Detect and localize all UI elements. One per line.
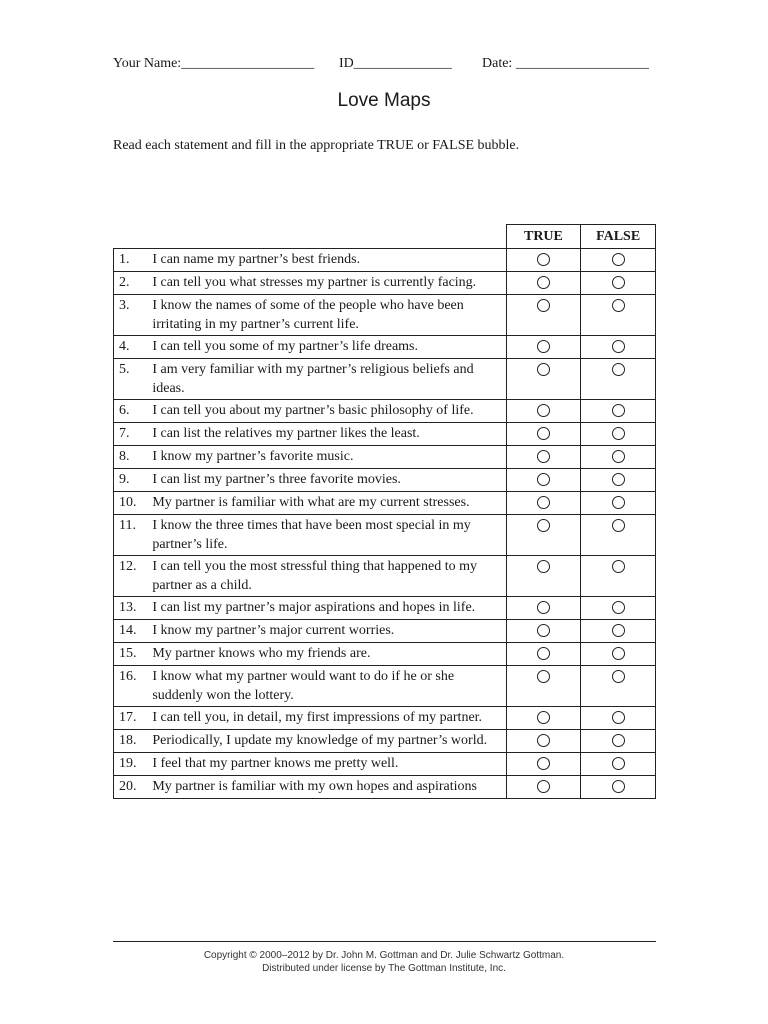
true-bubble-cell [506,515,581,556]
question-number: 8. [114,446,153,469]
question-number: 18. [114,730,153,753]
question-text: I can tell you, in detail, my first impressions of my partner. [152,707,506,730]
true-bubble[interactable] [537,340,550,353]
true-bubble[interactable] [537,601,550,614]
true-bubble-cell [506,666,581,707]
false-bubble-cell [581,666,656,707]
question-text: I know the names of some of the people who have been irritating in my partner’s current life. [152,295,506,336]
column-true: TRUE [506,225,581,249]
question-text: I know the three times that have been most special in my partner’s life. [152,515,506,556]
true-bubble[interactable] [537,473,550,486]
question-number: 15. [114,643,153,666]
false-bubble[interactable] [612,560,625,573]
header-blank [114,225,507,249]
question-text: Periodically, I update my knowledge of my partner’s world. [152,730,506,753]
false-bubble[interactable] [612,473,625,486]
table-row [114,730,656,753]
true-bubble[interactable] [537,450,550,463]
true-bubble[interactable] [537,560,550,573]
question-number: 3. [114,295,153,336]
false-bubble-cell [581,336,656,359]
table-row [114,423,656,446]
footer [0,949,768,975]
true-bubble[interactable] [537,670,550,683]
table-row [114,492,656,515]
question-text: I can tell you the most stressful thing that happened to my partner as a child. [152,556,506,597]
true-bubble[interactable] [537,780,550,793]
false-bubble-cell [581,597,656,620]
false-bubble-cell [581,620,656,643]
table-row [114,666,656,707]
question-text: My partner is familiar with my own hopes and aspirations [152,776,506,799]
question-text: I can list my partner’s three favorite movies. [152,469,506,492]
question-number: 2. [114,272,153,295]
true-bubble[interactable] [537,427,550,440]
true-bubble-cell [506,776,581,799]
table-row [114,515,656,556]
true-bubble[interactable] [537,519,550,532]
true-bubble[interactable] [537,299,550,312]
false-bubble[interactable] [612,601,625,614]
false-bubble[interactable] [612,647,625,660]
true-bubble-cell [506,295,581,336]
table-row [114,776,656,799]
footer-license: Distributed under license by The Gottman Institute, Inc. [262,963,506,974]
true-bubble-cell [506,423,581,446]
question-text: My partner is familiar with what are my current stresses. [152,492,506,515]
true-bubble-cell [506,359,581,400]
column-false: FALSE [581,225,656,249]
true-bubble-cell [506,556,581,597]
question-text: My partner knows who my friends are. [152,643,506,666]
false-bubble[interactable] [612,276,625,289]
true-bubble-cell [506,446,581,469]
true-bubble-cell [506,336,581,359]
false-bubble[interactable] [612,299,625,312]
false-bubble[interactable] [612,363,625,376]
false-bubble[interactable] [612,404,625,417]
true-bubble[interactable] [537,624,550,637]
false-bubble-cell [581,469,656,492]
true-bubble[interactable] [537,276,550,289]
table-row [114,469,656,492]
true-bubble-cell [506,492,581,515]
true-bubble[interactable] [537,496,550,509]
true-bubble-cell [506,753,581,776]
false-bubble-cell [581,730,656,753]
table-row [114,707,656,730]
table-row [114,272,656,295]
true-bubble[interactable] [537,404,550,417]
false-bubble[interactable] [612,711,625,724]
question-number: 17. [114,707,153,730]
true-bubble[interactable] [537,253,550,266]
table-row [114,643,656,666]
true-bubble[interactable] [537,734,550,747]
false-bubble-cell [581,776,656,799]
table-row [114,400,656,423]
id-field[interactable]: ID______________ [339,56,452,71]
question-text: I can tell you some of my partner’s life dreams. [152,336,506,359]
question-text: I know my partner’s major current worries. [152,620,506,643]
questionnaire-table [113,224,656,799]
false-bubble[interactable] [612,496,625,509]
question-number: 6. [114,400,153,423]
question-number: 9. [114,469,153,492]
false-bubble[interactable] [612,780,625,793]
true-bubble-cell [506,249,581,272]
false-bubble[interactable] [612,519,625,532]
true-bubble-cell [506,272,581,295]
false-bubble-cell [581,707,656,730]
false-bubble-cell [581,400,656,423]
false-bubble[interactable] [612,253,625,266]
true-bubble[interactable] [537,711,550,724]
true-bubble-cell [506,400,581,423]
table-row [114,249,656,272]
false-bubble-cell [581,515,656,556]
question-text: I am very familiar with my partner’s religious beliefs and ideas. [152,359,506,400]
question-text: I can list my partner’s major aspirations and hopes in life. [152,597,506,620]
false-bubble-cell [581,295,656,336]
question-number: 16. [114,666,153,707]
false-bubble[interactable] [612,757,625,770]
false-bubble-cell [581,492,656,515]
question-number: 4. [114,336,153,359]
page-title: Love Maps [337,90,431,111]
true-bubble-cell [506,620,581,643]
question-text: I can name my partner’s best friends. [152,249,506,272]
table-row [114,556,656,597]
false-bubble[interactable] [612,450,625,463]
false-bubble-cell [581,359,656,400]
name-field[interactable]: Your Name:___________________ [113,56,315,71]
table-row [114,336,656,359]
table-row [114,597,656,620]
question-text: I can tell you what stresses my partner is currently facing. [152,272,506,295]
question-number: 11. [114,515,153,556]
false-bubble[interactable] [612,624,625,637]
question-number: 12. [114,556,153,597]
question-number: 20. [114,776,153,799]
question-text: I can list the relatives my partner likes the least. [152,423,506,446]
false-bubble-cell [581,423,656,446]
table-header-row [114,225,656,249]
table-row [114,446,656,469]
date-field[interactable]: Date: ___________________ [482,56,649,71]
true-bubble-cell [506,597,581,620]
false-bubble[interactable] [612,427,625,440]
table-row [114,620,656,643]
question-text: I know my partner’s favorite music. [152,446,506,469]
false-bubble[interactable] [612,340,625,353]
instructions: Read each statement and fill in the appropriate TRUE or FALSE bubble. [113,138,520,153]
question-number: 10. [114,492,153,515]
footer-copyright: Copyright © 2000–2012 by Dr. John M. Gottman and Dr. Julie Schwartz Gottman. [203,950,565,961]
false-bubble-cell [581,249,656,272]
question-number: 1. [114,249,153,272]
false-bubble[interactable] [612,734,625,747]
question-text: I can tell you about my partner’s basic philosophy of life. [152,400,506,423]
footer-divider [113,941,656,942]
question-text: I know what my partner would want to do if he or she suddenly won the lottery. [152,666,506,707]
table-body [114,249,656,799]
false-bubble-cell [581,643,656,666]
true-bubble[interactable] [537,757,550,770]
question-number: 5. [114,359,153,400]
false-bubble-cell [581,272,656,295]
question-text: I feel that my partner knows me pretty well. [152,753,506,776]
true-bubble-cell [506,707,581,730]
true-bubble[interactable] [537,363,550,376]
true-bubble-cell [506,469,581,492]
false-bubble-cell [581,446,656,469]
question-number: 13. [114,597,153,620]
question-number: 7. [114,423,153,446]
true-bubble-cell [506,730,581,753]
true-bubble[interactable] [537,647,550,660]
question-number: 19. [114,753,153,776]
table-row [114,359,656,400]
false-bubble-cell [581,753,656,776]
false-bubble[interactable] [612,670,625,683]
table-row [114,753,656,776]
question-number: 14. [114,620,153,643]
table-row [114,295,656,336]
true-bubble-cell [506,643,581,666]
false-bubble-cell [581,556,656,597]
